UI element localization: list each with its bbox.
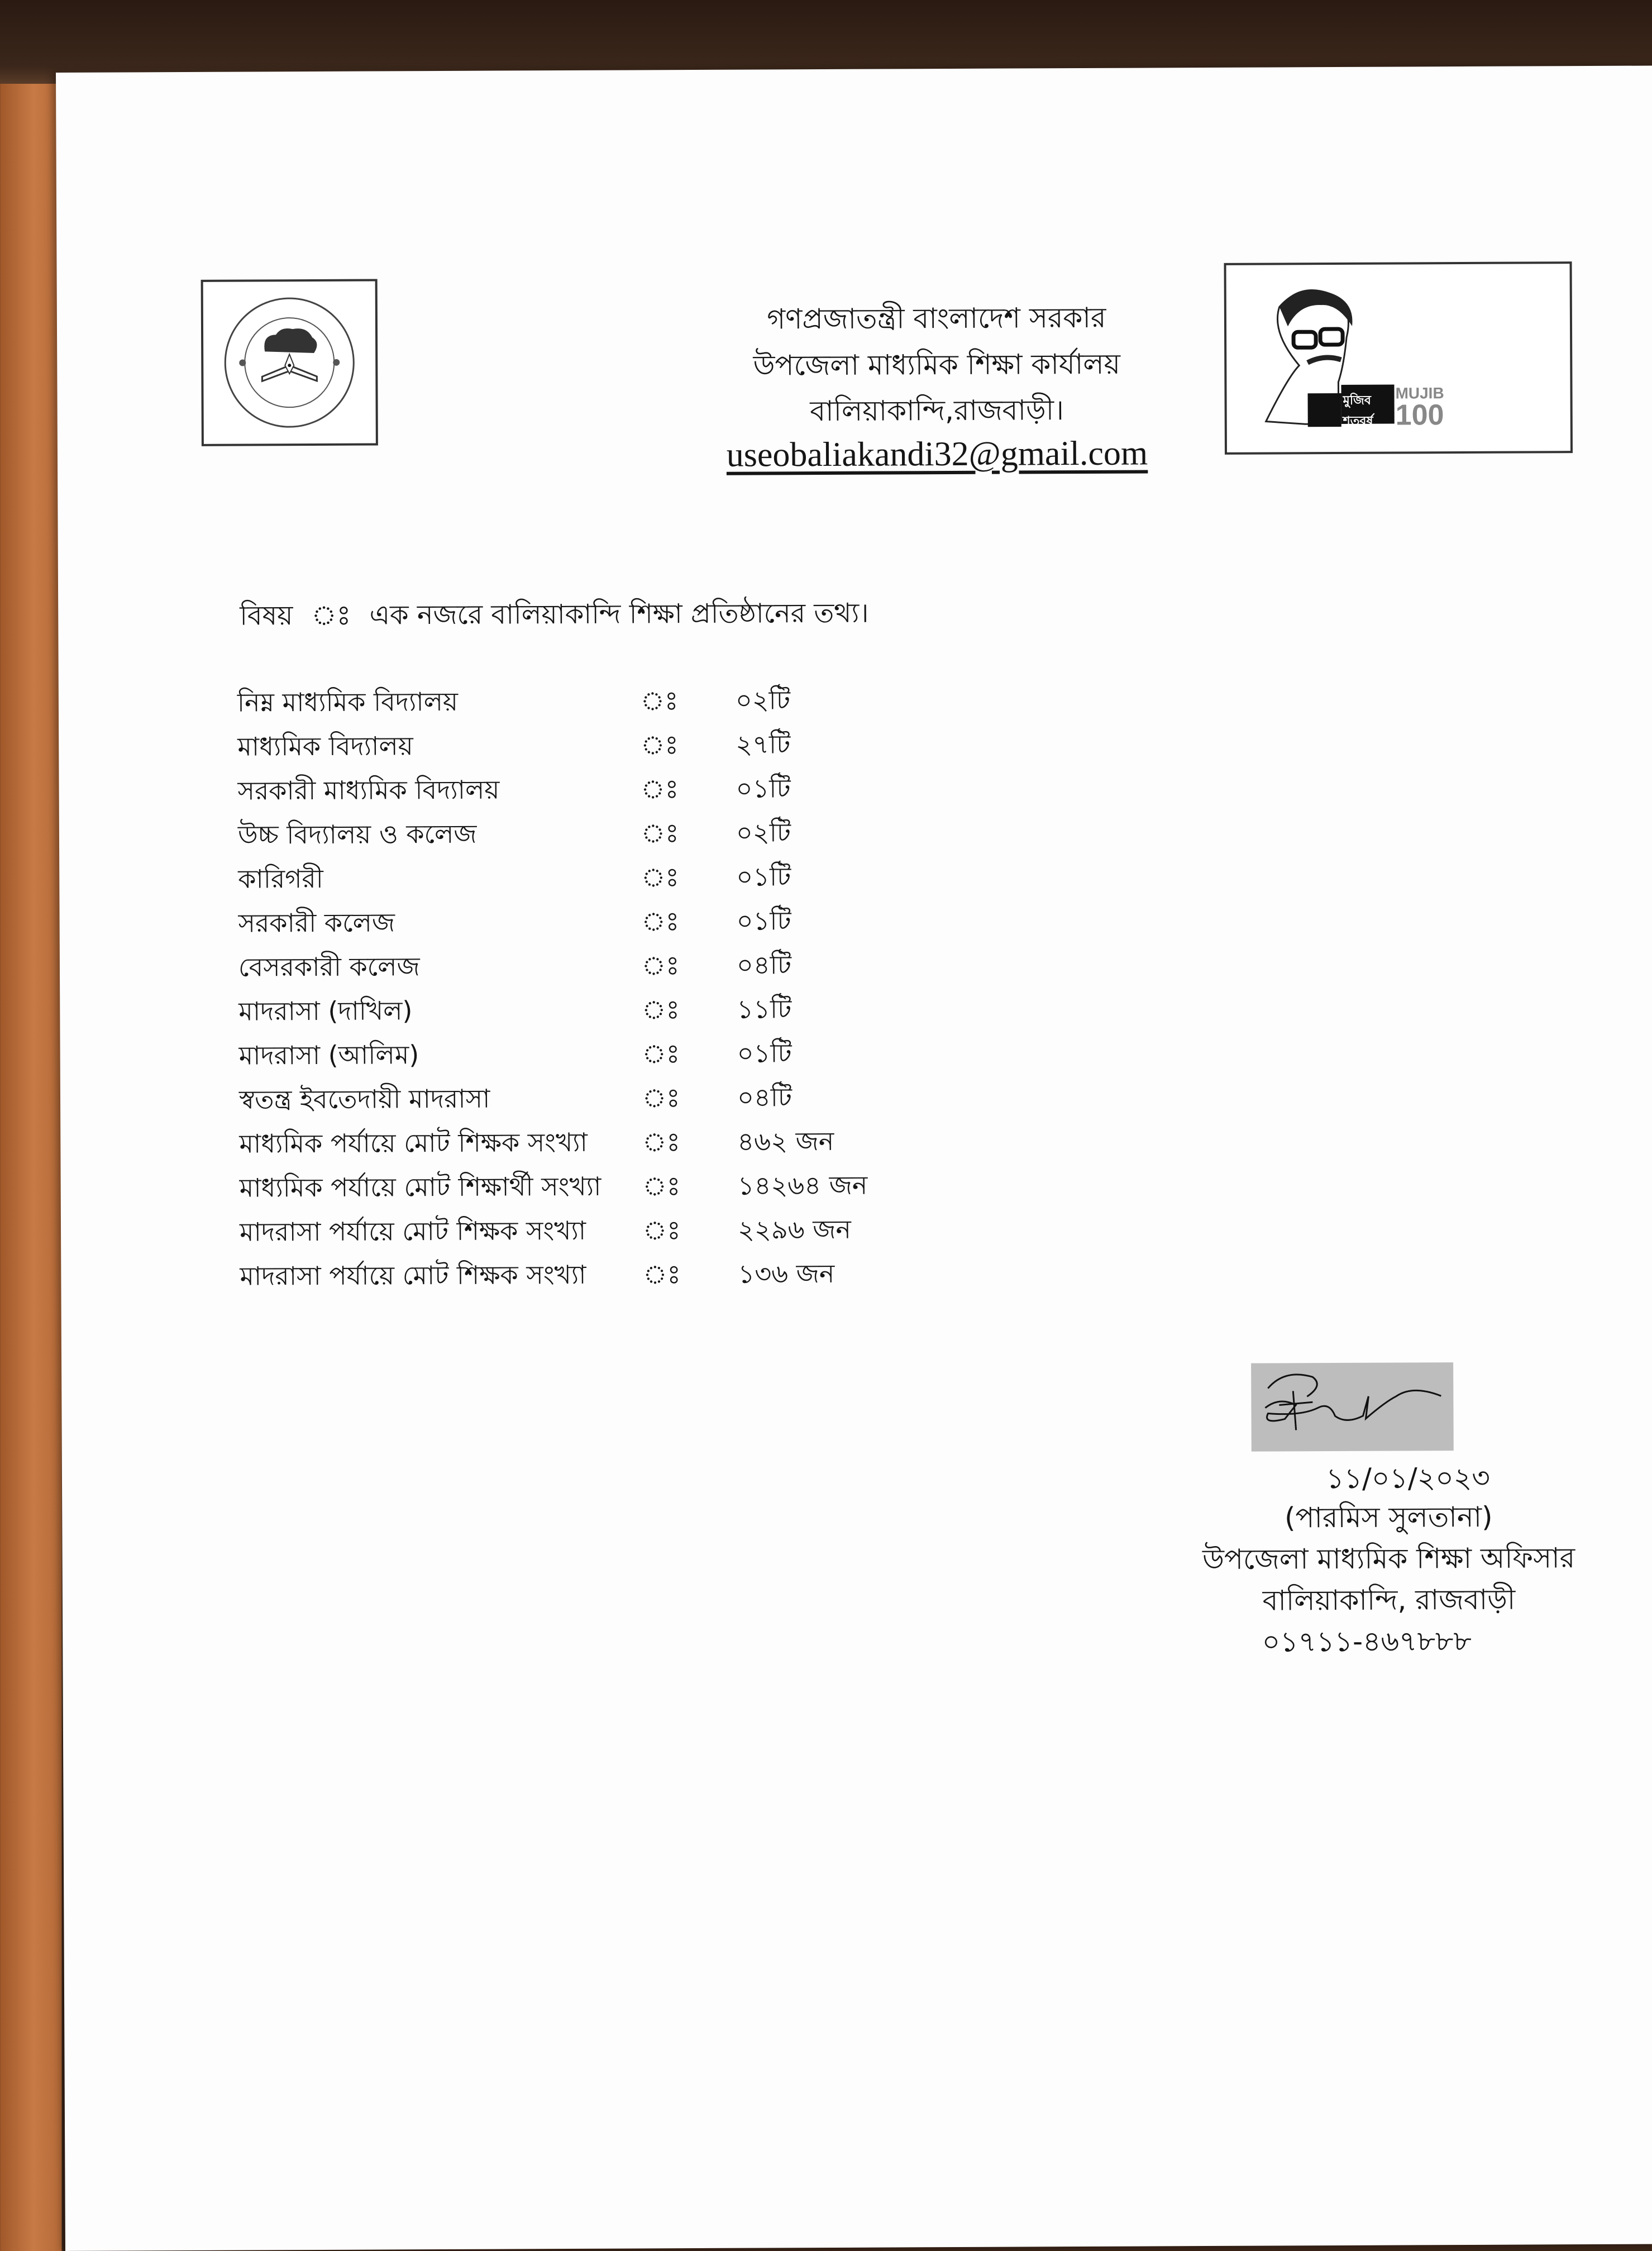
- item-separator: ঃ: [640, 685, 679, 716]
- list-item: [237, 768, 1019, 810]
- list-item: [238, 856, 1020, 899]
- list-item: [238, 989, 1020, 1031]
- item-separator: ঃ: [642, 1215, 681, 1246]
- header-location: বালিয়াকান্দি,রাজবাড়ী।: [810, 394, 1064, 428]
- list-item: [240, 1253, 1021, 1296]
- mujib-number-text: 100: [1395, 399, 1444, 432]
- document-page: [56, 65, 1652, 2251]
- list-item: [240, 1165, 1021, 1208]
- handwritten-signature-icon: [1251, 1362, 1454, 1452]
- item-value: ০৪টি: [737, 1082, 792, 1113]
- item-label: মাধ্যমিক পর্যায়ে মোট শিক্ষার্থী সংখ্যা: [239, 1171, 601, 1203]
- item-separator: ঃ: [641, 950, 680, 981]
- list-item: [238, 945, 1020, 987]
- item-value: ০১টি: [737, 1038, 792, 1069]
- item-label: মাধ্যমিক পর্যায়ে মোট শিক্ষক সংখ্যা: [239, 1127, 588, 1159]
- subject-label: বিষয়: [240, 600, 293, 632]
- item-label: স্বতন্ত্র ইবতেদায়ী মাদরাসা: [238, 1083, 490, 1115]
- item-separator: ঃ: [641, 818, 679, 848]
- item-label: বেসরকারী কলেজ: [238, 951, 420, 983]
- item-value: ১৩৬ জন: [738, 1258, 835, 1289]
- item-value: ২২৯৬ জন: [737, 1214, 851, 1245]
- education-seal-logo: [201, 279, 378, 446]
- item-label: নিম্ন মাধ্যমিক বিদ্যালয়: [237, 686, 459, 718]
- header-government: গণপ্রজাতন্ত্রী বাংলাদেশ সরকার: [767, 301, 1106, 336]
- item-separator: ঃ: [642, 994, 680, 1025]
- list-item: [239, 1121, 1021, 1163]
- item-value: ০৪টি: [736, 950, 792, 980]
- item-value: ০২টি: [736, 817, 791, 848]
- item-label: মাদরাসা (আলিম): [238, 1039, 419, 1071]
- mujib-english-text: MUJIB: [1395, 384, 1444, 402]
- item-separator: ঃ: [642, 1082, 680, 1113]
- item-value: ০১টি: [736, 861, 791, 892]
- list-item: [239, 1033, 1021, 1075]
- item-separator: ঃ: [642, 1171, 681, 1201]
- item-separator: ঃ: [641, 729, 679, 760]
- item-label: মাধ্যমিক বিদ্যালয়: [237, 731, 413, 762]
- signatory-location: বালিয়াকান্দি, রাজবাড়ী: [1262, 1583, 1516, 1617]
- item-label: সরকারী কলেজ: [238, 907, 395, 938]
- list-item: [237, 724, 1019, 766]
- signature-date: ১১/০১/২০২৩: [1326, 1461, 1490, 1495]
- subject-text: এক নজরে বালিয়াকান্দি শিক্ষা প্রতিষ্ঠানের তথ্য।: [369, 597, 869, 631]
- signature-image: [1251, 1362, 1454, 1452]
- item-label: মাদরাসা (দাখিল): [238, 995, 413, 1027]
- item-value: ০১টি: [736, 905, 791, 936]
- item-separator: ঃ: [641, 906, 680, 937]
- item-separator: ঃ: [642, 1038, 680, 1069]
- item-separator: ঃ: [641, 862, 680, 893]
- list-item: [237, 680, 1019, 722]
- item-separator: ঃ: [641, 774, 679, 804]
- item-label: সরকারী মাধ্যমিক বিদ্যালয়: [237, 774, 500, 806]
- seal-icon: [203, 282, 376, 444]
- item-value: ৪৬২ জন: [737, 1126, 834, 1157]
- item-value: ২৭টি: [736, 729, 791, 760]
- subject-line: [240, 593, 869, 640]
- list-item: [239, 1077, 1021, 1119]
- item-value: ১১টি: [737, 994, 792, 1024]
- subject-separator: ঃ: [311, 599, 351, 632]
- item-label: কারিগরী: [238, 863, 324, 894]
- item-label: উচ্চ বিদ্যালয় ও কলেজ: [237, 818, 477, 850]
- signatory-name: (পারমিস সুলতানা): [1284, 1500, 1493, 1534]
- item-label: মাদরাসা পর্যায়ে মোট শিক্ষক সংখ্যা: [239, 1215, 586, 1247]
- item-value: ১৪২৬৪ জন: [737, 1170, 868, 1201]
- header-office: উপজেলা মাধ্যমিক শিক্ষা কার্যালয়: [753, 347, 1121, 382]
- list-item: [238, 812, 1020, 855]
- mujib-bangla-text: মুজিব শতবর্ষ: [1343, 393, 1373, 428]
- list-item: [240, 1209, 1021, 1252]
- item-value: ০১টি: [736, 773, 791, 804]
- signatory-phone: ০১৭১১-৪৬৭৮৮৮: [1262, 1624, 1472, 1658]
- list-item: [238, 900, 1020, 943]
- item-separator: ঃ: [642, 1127, 681, 1157]
- item-separator: ঃ: [643, 1259, 681, 1290]
- signatory-designation: উপজেলা মাধ্যমিক শিক্ষা অফিসার: [1202, 1542, 1575, 1576]
- mujib-100-logo: [1224, 261, 1573, 455]
- header-email: useobaliakandi32@gmail.com: [726, 434, 1148, 474]
- item-value: ০২টি: [735, 685, 791, 716]
- item-label: মাদরাসা পর্যায়ে মোট শিক্ষক সংখ্যা: [240, 1259, 586, 1291]
